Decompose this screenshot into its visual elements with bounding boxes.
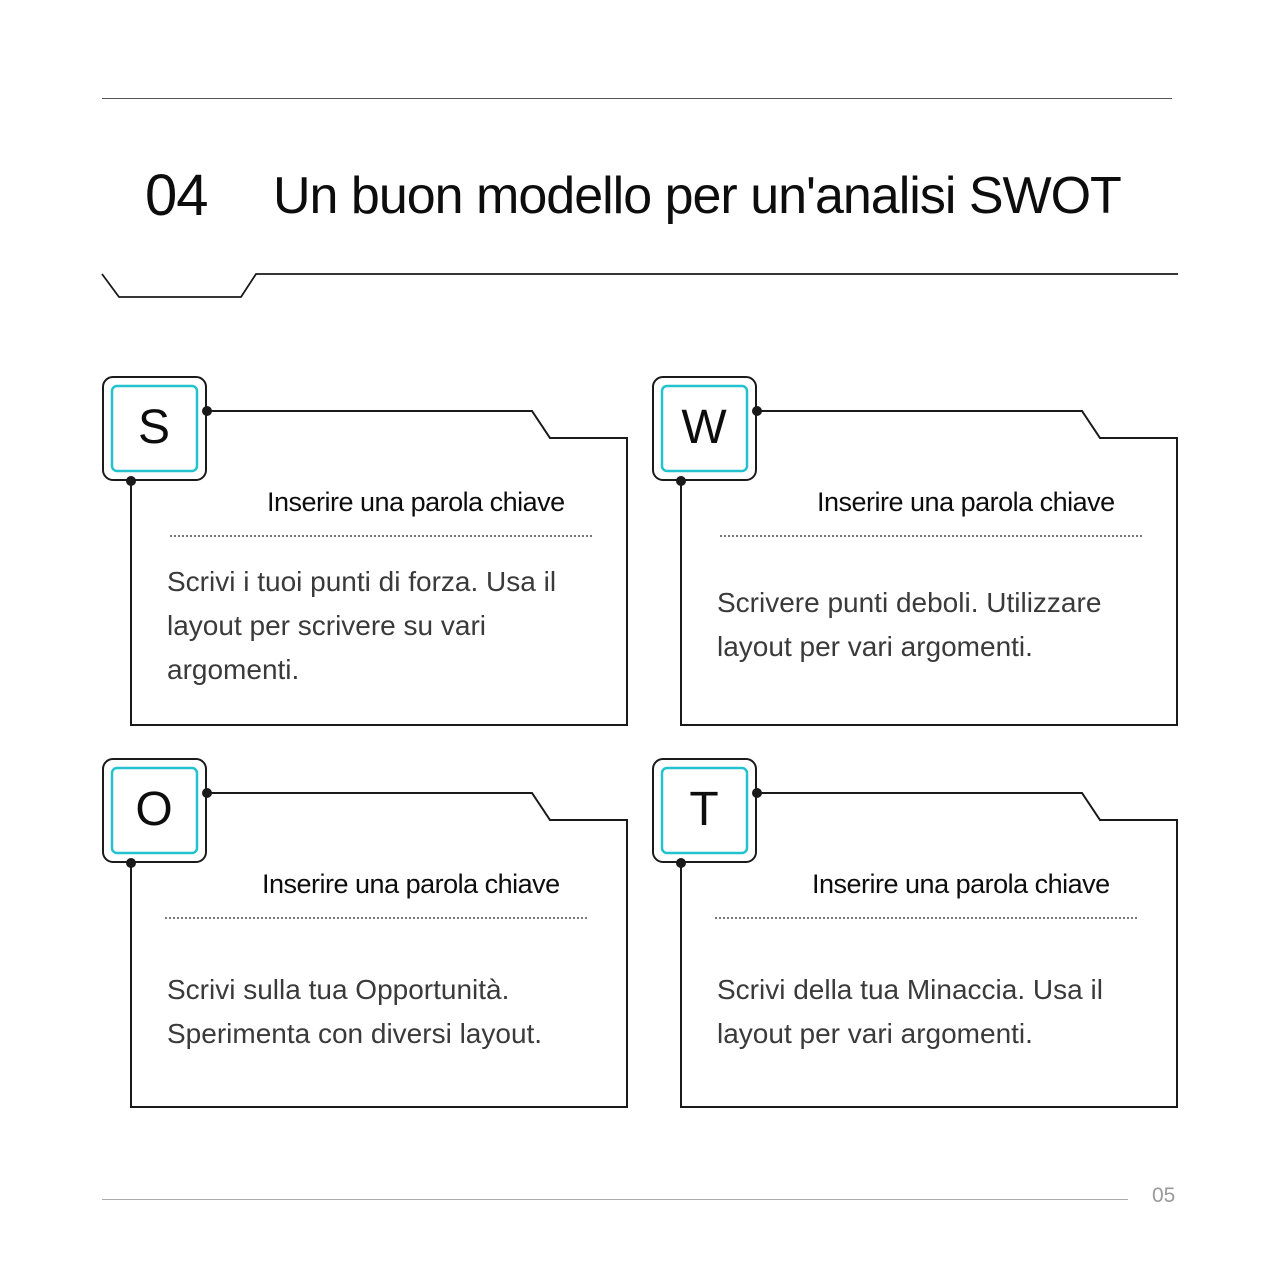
- dotted-divider: [715, 917, 1137, 919]
- swot-letter: O: [135, 783, 173, 836]
- card-keyword: Inserire una parola chiave: [817, 487, 1115, 517]
- card-keyword: Inserire una parola chiave: [262, 869, 560, 899]
- card-body-text: Scrivere punti deboli. Utilizzare layout per vari argomenti.: [717, 587, 1102, 662]
- swot-letter: T: [689, 783, 719, 836]
- dotted-divider: [165, 917, 587, 919]
- page-title: Un buon modello per un'analisi SWOT: [273, 167, 1121, 225]
- footer-divider: [102, 1199, 1128, 1200]
- page-number: 05: [1152, 1184, 1176, 1207]
- card-body-text: Scrivi i tuoi punti di forza. Usa il layout per scrivere su vari argomenti.: [167, 566, 557, 685]
- section-number: 04: [145, 163, 208, 228]
- swot-letter: W: [681, 401, 727, 454]
- dotted-divider: [720, 535, 1142, 537]
- dotted-divider: [170, 535, 592, 537]
- swot-card-opportunities: [102, 758, 632, 1118]
- card-body-text: Scrivi sulla tua Opportunità. Sperimenta con diversi layout.: [167, 974, 543, 1049]
- card-keyword: Inserire una parola chiave: [812, 869, 1110, 899]
- swot-card-strengths: [102, 376, 632, 736]
- title-underline: [0, 0, 1280, 320]
- swot-card-threats: [652, 758, 1182, 1118]
- swot-letter: S: [137, 401, 170, 454]
- card-keyword: Inserire una parola chiave: [267, 487, 565, 517]
- swot-card-weaknesses: [652, 376, 1182, 736]
- card-body-text: Scrivi della tua Minaccia. Usa il layout per vari argomenti.: [717, 974, 1103, 1049]
